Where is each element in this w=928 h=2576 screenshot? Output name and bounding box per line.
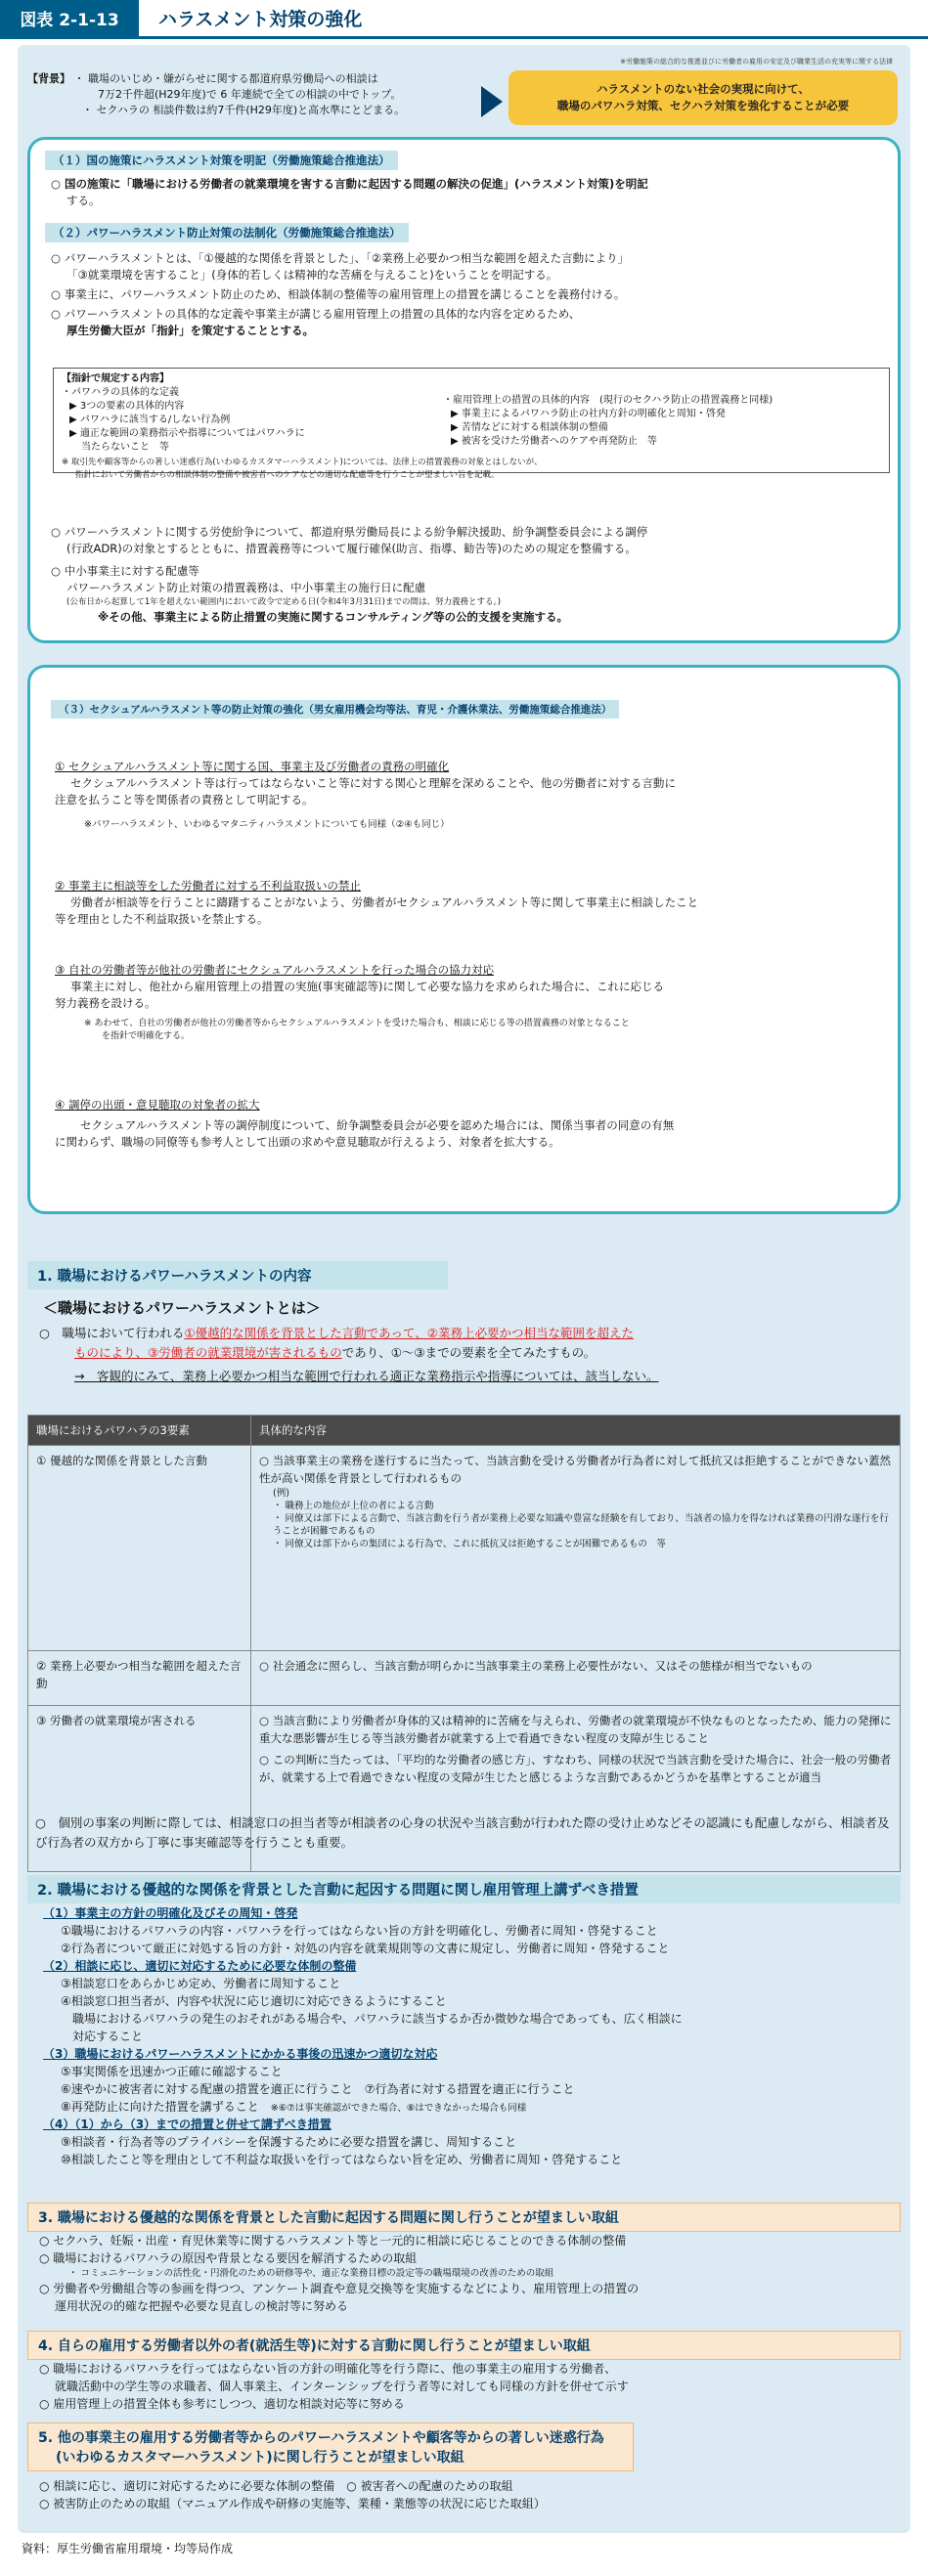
- guideline-right-heading: ・雇用管理上の措置の具体的内容 (現行のセクハラ防止の措置義務と同様): [443, 395, 773, 406]
- part-1-after-note: ○ 個別の事案の判断に際しては、相談窓口の担当者等が相談者の心身の状況や当該言動が行われた際の受け止めなどその認識にも配慮しながら、相談者及び行為者の双方から丁寧に事実確認等を行うことも重要。: [35, 1815, 890, 1850]
- p2-b-3b: 対応すること: [72, 2030, 144, 2043]
- guideline-note-1: ※ 取引先や顧客等からの著しい迷惑行為(いわゆるカスタマーハラスメント)については、法律上の措置義務の対象とはしないが、: [62, 458, 543, 467]
- p5-heading-1: 5. 他の事業主の雇用する労働者等からのパワーハラスメントや顧客等からの著しい迷惑行為: [38, 2430, 604, 2446]
- p4-line-2: ○ 雇用管理上の措置全体も参考にしつつ、適切な相談対応等に努める: [39, 2397, 405, 2411]
- part-1-subheading: ＜職場におけるパワーハラスメントとは＞: [43, 1299, 321, 1317]
- section-2-definition: [51, 250, 892, 339]
- sh-item-4-title: ④ 調停の出頭・意見聴取の対象者の拡大: [55, 1098, 260, 1112]
- p2-d-title: （4）（1）から（3）までの措置と併せて講ずべき措置: [43, 2118, 331, 2131]
- guideline-left-3: ▶ 適正な範囲の業務指示や指導についてはパワハラに: [69, 428, 305, 439]
- sme-line-small: (公布日から起算して1年を超えない範囲内において政令で定める日(令和4年3月31日)までの間は、努力義務とする。): [66, 597, 502, 607]
- p5-line-1: ○ 相談に応じ、適切に対応するために必要な体制の整備 ○ 被害者への配慮のための取組: [39, 2479, 513, 2493]
- p3-line-1: ○ セクハラ、妊娠・出産・育児休業等に関するハラスメント等と一元的に相談に応じることのできる体制の整備: [39, 2234, 627, 2248]
- sh-item-2-text2: 等を理由とした不利益取扱いを禁止する。: [55, 912, 269, 926]
- p3-line-3: ○ 労働者や労働組合等の参画を得つつ、アンケート調査や意見交換等を実施するなどにより、雇用管理上の措置の: [39, 2282, 640, 2295]
- row-1-main: ○ 当該事業主の業務を遂行するに当たって、当該言動を受ける労働者が行為者に対して抵抗又は拒絶することができない蓋然性が高い関係を背景として行われるもの: [259, 1454, 891, 1485]
- sh-item-4-text: セクシュアルハラスメント等の調停制度について、紛争調整委員会が必要を認めた場合には、関係当事者の同意の有無: [80, 1118, 675, 1132]
- sh-item-2-text: 労働者が相談等を行うことに躊躇することがないよう、労働者がセクシュアルハラスメント等に関して事業主に相談したこと: [70, 895, 699, 909]
- part-2-body: [43, 1904, 900, 2168]
- power-harassment-table: [27, 1415, 901, 1872]
- figure-header: [0, 0, 928, 39]
- row-1-example-label: (例): [273, 1488, 289, 1499]
- part-4-body: [39, 2360, 900, 2413]
- p2-c-3: ⑧再発防止に向けた措置を講ずること: [61, 2100, 259, 2114]
- section-2-line-2: 「③就業環境を害すること」(身体的若しくは精神的な苦痛を与えること)をいうことを明記する。: [66, 268, 558, 282]
- p4-line-1: ○ 職場におけるパワハラを行ってはならない旨の方針の明確化等を行う際に、他の事業主の雇用する労働者、: [39, 2362, 617, 2376]
- section-2-line-1: ○ パワーハラスメントとは、「①優越的な関係を背景とした」、「②業務上必要かつ相当な範囲を超えた言動により」: [51, 251, 630, 265]
- sh-item-1-text2: 注意を払うこと等を関係者の責務として明記する。: [55, 793, 314, 807]
- sh-item-2: [55, 878, 886, 928]
- sh-item-3-text2: 努力義務を設ける。: [55, 996, 156, 1010]
- p2-a-1: ①職場におけるパワハラの内容・パワハラを行ってはならない旨の方針を明確化し、労働者に周知・啓発すること: [61, 1924, 658, 1938]
- guideline-right-3: ▶ 被害を受けた労働者へのケアや再発防止 等: [451, 436, 657, 447]
- figure-title: ハラスメント対策の強化: [158, 9, 363, 30]
- sh-item-3-note2: を指針で明確化する。: [102, 1031, 191, 1041]
- sh-item-1-text: セクシュアルハラスメント等は行ってはならないこと等に対する関心と理解を深めることや、他の労働者に対する言動に: [70, 776, 676, 790]
- part-5-body: [39, 2477, 900, 2512]
- p3-line-2: ○ 職場におけるパワハラの原因や背景となる要因を解消するための取組: [39, 2251, 418, 2265]
- guideline-left-heading: ・パワハラの具体的な定義: [62, 387, 179, 398]
- def-prefix: ○ 職場において行われる: [39, 1326, 185, 1340]
- row-3-main-1: ○ 当該言動により労働者が身体的又は精神的に苦痛を与えられ、労働者の就業環境が不快なものとなったため、能力の発揮に重大な悪影響が生じる等当該労働者が就業する上で看過できない程度の支障が生じること: [259, 1714, 892, 1745]
- section-1-label: （１）国の施策にハラスメント対策を明記（労働施策総合推進法）: [45, 151, 398, 170]
- row-1-example-3: ・ 同僚又は部下からの集団による行為で、これに抵抗又は拒絶することが困難であるもの 等: [273, 1539, 666, 1550]
- source-note: 資料：厚生労働省雇用環境・均等局作成: [22, 2542, 234, 2555]
- section-3-label: （３）セクシュアルハラスメント等の防止対策の強化（男女雇用機会均等法、育児・介護休業法、労働施策総合推進法）: [51, 700, 619, 719]
- figure-number: 図表 2-1-13: [0, 0, 139, 36]
- background-label: 【背景】: [27, 72, 70, 85]
- section-2-line-5: 厚生労働大臣が「指針」を策定することとする。: [66, 324, 314, 337]
- sh-item-3-note: ※ あわせて、自社の労働者が他社の労働者等からセクシュアルハラスメントを受けた場合も、相談に応じる等の措置義務の対象となること: [84, 1019, 630, 1028]
- row-1-example-2: ・ 同僚又は部下による言動で、当該言動を行う者が業務上必要な知識や豊富な経験を有しており、当該者の協力を得なければ業務の円滑な遂行を行うことが困難であるもの: [273, 1513, 889, 1537]
- sh-item-2-title: ② 事業主に相談等をした労働者に対する不利益取扱いの禁止: [55, 879, 361, 893]
- p2-a-title: （1）事業主の方針の明確化及びその周知・啓発: [43, 1906, 298, 1920]
- table-header-row: [28, 1416, 901, 1446]
- dispute-line-1: ○ パワーハラスメントに関する労使紛争について、都道府県労働局長による紛争解決援助、紛争調整委員会による調停: [51, 525, 648, 539]
- part-4-heading: 4. 自らの雇用する労働者以外の者(就活生等)に対する言動に関し行うことが望ましい取組: [27, 2331, 901, 2360]
- sh-item-4: [55, 1097, 886, 1151]
- guideline-left-2: ▶ パワハラに該当する/しない行為例: [69, 415, 231, 425]
- table-header-content: 具体的な内容: [251, 1416, 901, 1446]
- p2-c-3-note: ※⑥⑦は事実確認ができた場合、⑧はできなかった場合も同様: [270, 2103, 527, 2114]
- sh-item-3-title: ③ 自社の労働者等が他社の労働者にセクシュアルハラスメントを行った場合の協力対応: [55, 963, 495, 977]
- section-2-label: （２）パワーハラスメント防止対策の法制化（労働施策総合推進法）: [45, 223, 409, 242]
- guideline-left-3b: 当たらないこと 等: [81, 442, 169, 453]
- section-1-text: [51, 176, 882, 209]
- background-item-2: ・ セクハラの 相談件数は約7千件(H29年度)と高水準にとどまる。: [82, 104, 406, 116]
- p2-a-2: ②行為者について厳正に対処する旨の方針・対処の内容を就業規則等の文書に規定し、労働者に周知・啓発すること: [61, 1942, 670, 1955]
- sme-line-1: パワーハラスメント防止対策の措置義務は、中小事業主の施行日に配慮: [66, 581, 426, 594]
- part-5-heading: [27, 2423, 634, 2471]
- p3-line-3b: 運用状況の的確な把握や必要な見直しの検討等に努める: [55, 2299, 349, 2313]
- part-1-heading: 1. 職場におけるパワーハラスメントの内容: [27, 1261, 448, 1289]
- p2-b-2: ④相談窓口担当者が、内容や状況に応じ適切に対応できるようにすること: [61, 1994, 447, 2008]
- p2-c-2: ⑥速やかに被害者に対する配慮の措置を適正に行うこと ⑦行為者に対する措置を適正に行うこと: [61, 2082, 575, 2096]
- guideline-right-2: ▶ 苦情などに対する相談体制の整備: [451, 422, 608, 433]
- p2-b-3: 職場におけるパワハラの発生のおそれがある場合や、パワハラに該当するか否か微妙な場合であっても、広く相談に: [72, 2012, 683, 2026]
- sh-item-4-text2: に関わらず、職場の同僚等も参考人として出頭の求めや意見聴取が行えるよう、対象者を拡大する。: [55, 1135, 560, 1149]
- p2-c-title: （3）職場におけるパワーハラスメントにかかる事後の迅速かつ適切な対応: [43, 2047, 438, 2061]
- section-1-line-2: する。: [66, 194, 101, 207]
- goal-box: [508, 70, 898, 125]
- sh-item-1-note: ※パワーハラスメント、いわゆるマタニティハラスメントについても同様（②④も同じ）: [84, 819, 450, 830]
- row-1-content: [251, 1446, 901, 1651]
- dispute-line-2: (行政ADR)の対象とするとともに、措置義務等について履行確保(助言、指導、勧告等)のための規定を整備する。: [66, 542, 637, 555]
- part-2-heading: 2. 職場における優越的な関係を背景とした言動に起因する問題に関し雇用管理上講ずべき措置: [27, 1875, 901, 1903]
- part-3-body: [39, 2232, 900, 2315]
- row-1-element: ① 優越的な関係を背景とした言動: [28, 1446, 251, 1651]
- table-row: [28, 1651, 901, 1706]
- def-red-2: ものにより、③労働者の就業環境が害されるもの: [74, 1345, 342, 1360]
- guideline-left-1: ▶ 3つの要素の具体的内容: [69, 401, 185, 412]
- p2-c-1: ⑤事実関係を迅速かつ正確に確認すること: [61, 2065, 283, 2078]
- footnote-law: ※労働施策の総合的な推進並びに労働者の雇用の安定及び職業生活の充実等に関する法律: [620, 58, 893, 65]
- def-suffix: であり、①～③までの要素を全てみたすもの。: [341, 1345, 597, 1360]
- p5-line-2: ○ 被害防止のための取組（マニュアル作成や研修の実施等、業種・業態等の状況に応じた取組）: [39, 2497, 546, 2511]
- def-red-1: ①優越的な関係を背景とした言動であって、②業務上必要かつ相当な範囲を超えた: [184, 1326, 634, 1340]
- p5-heading-2: (いわゆるカスタマーハラスメント)に関し行うことが望ましい取組: [56, 2450, 464, 2466]
- row-2-element: ② 業務上必要かつ相当な範囲を超えた言動: [28, 1651, 251, 1706]
- def-note: → 客観的にみて、業務上必要かつ相当な範囲で行われる適正な業務指示や指導については、該当しない。: [74, 1369, 659, 1383]
- section-2-line-4: ○ パワーハラスメントの具体的な定義や事業主が講じる雇用管理上の措置の具体的な内容を定めるため、: [51, 307, 581, 321]
- table-row: [28, 1446, 901, 1651]
- guideline-right-1: ▶ 事業主によるパワハラ防止の社内方針の明確化と周知・啓発: [451, 409, 726, 419]
- section-2-line-3: ○ 事業主に、パワーハラスメント防止のため、相談体制の整備等の雇用管理上の措置を講じることを義務付ける。: [51, 287, 626, 301]
- background-block: [27, 71, 477, 118]
- background-item-1: ・ 職場のいじめ・嫌がらせに関する都道府県労働局への相談は: [73, 72, 378, 85]
- p3-line-2-sub: ・ コミュニケーションの活性化・円滑化のための研修等や、適正な業務目標の設定等の職場環境の改善のための取組: [68, 2268, 554, 2279]
- goal-line-2: 職場のパワハラ対策、セクハラ対策を強化することが必要: [556, 99, 850, 112]
- sh-item-3: [55, 962, 886, 1043]
- p2-d-2: ⑩相談したこと等を理由として不利益な取扱いを行ってはならない旨を定め、労働者に周知・啓発すること: [61, 2153, 623, 2166]
- row-2-content: ○ 社会通念に照らし、当該言動が明らかに当該事業主の業務上必要性がない、又はその態様が相当でないもの: [251, 1651, 901, 1706]
- sme-title: ○ 中小事業主に対する配慮等: [51, 564, 199, 578]
- p2-b-1: ③相談窓口をあらかじめ定め、労働者に周知すること: [61, 1977, 341, 1990]
- sh-item-1: [55, 759, 886, 831]
- guideline-title: 【指針で規定する内容】: [62, 373, 169, 384]
- p2-d-1: ⑨相談者・行為者等のプライバシーを保護するために必要な措置を講じ、周知すること: [61, 2135, 517, 2149]
- p2-b-title: （2）相談に応じ、適切に対応するために必要な体制の整備: [43, 1959, 357, 1973]
- row-3-element: ③ 労働者の就業環境が害される: [28, 1706, 251, 1872]
- row-1-example-1: ・ 職務上の地位が上位の者による言動: [273, 1501, 434, 1511]
- part-1-definition: [39, 1324, 900, 1386]
- table-header-elements: 職場におけるパワハラの3要素: [28, 1416, 251, 1446]
- section-2-dispute: [51, 524, 892, 626]
- guideline-note-2: 指針において労働者からの相談体制の整備や被害者へのケアなどの適切な配慮等を行うことが望ましい旨を記載。: [75, 470, 500, 480]
- sh-item-1-title: ① セクシュアルハラスメント等に関する国、事業主及び労働者の責務の明確化: [55, 760, 450, 773]
- background-item-1b: 7万2千件超(H29年度)で 6 年連続で全ての相談の中でトップ。: [98, 88, 402, 101]
- arrow-right-icon: [481, 86, 503, 117]
- goal-line-1: ハラスメントのない社会の実現に向けて、: [597, 82, 810, 96]
- section-1-line-1: ○ 国の施策に「職場における労働者の就業環境を害する言動に起因する問題の解決の促進」(ハラスメント対策)を明記: [51, 177, 648, 191]
- sh-item-3-text: 事業主に対し、他社から雇用管理上の措置の実施(事実確認等)に関して必要な協力を求められた場合に、これに応じる: [70, 980, 664, 993]
- guideline-box: [53, 368, 890, 480]
- row-3-main-2: ○ この判断に当たっては、「平均的な労働者の感じ方」、すなわち、同様の状況で当該言動を受けた場合に、社会一般の労働者が、就業する上で看過できない程度の支障が生じたと感じるような言動であるかどうかを基準とすることが適当: [259, 1753, 892, 1784]
- part-3-heading: 3. 職場における優越的な関係を背景とした言動に起因する問題に関し行うことが望ましい取組: [27, 2203, 901, 2232]
- sme-line-2: ※その他、事業主による防止措置の実施に関するコンサルティング等の公的支援を実施する。: [98, 610, 568, 624]
- p4-line-1b: 就職活動中の学生等の求職者、個人事業主、インターンシップを行う者等に対しても同様の方針を併せて示す: [55, 2380, 629, 2393]
